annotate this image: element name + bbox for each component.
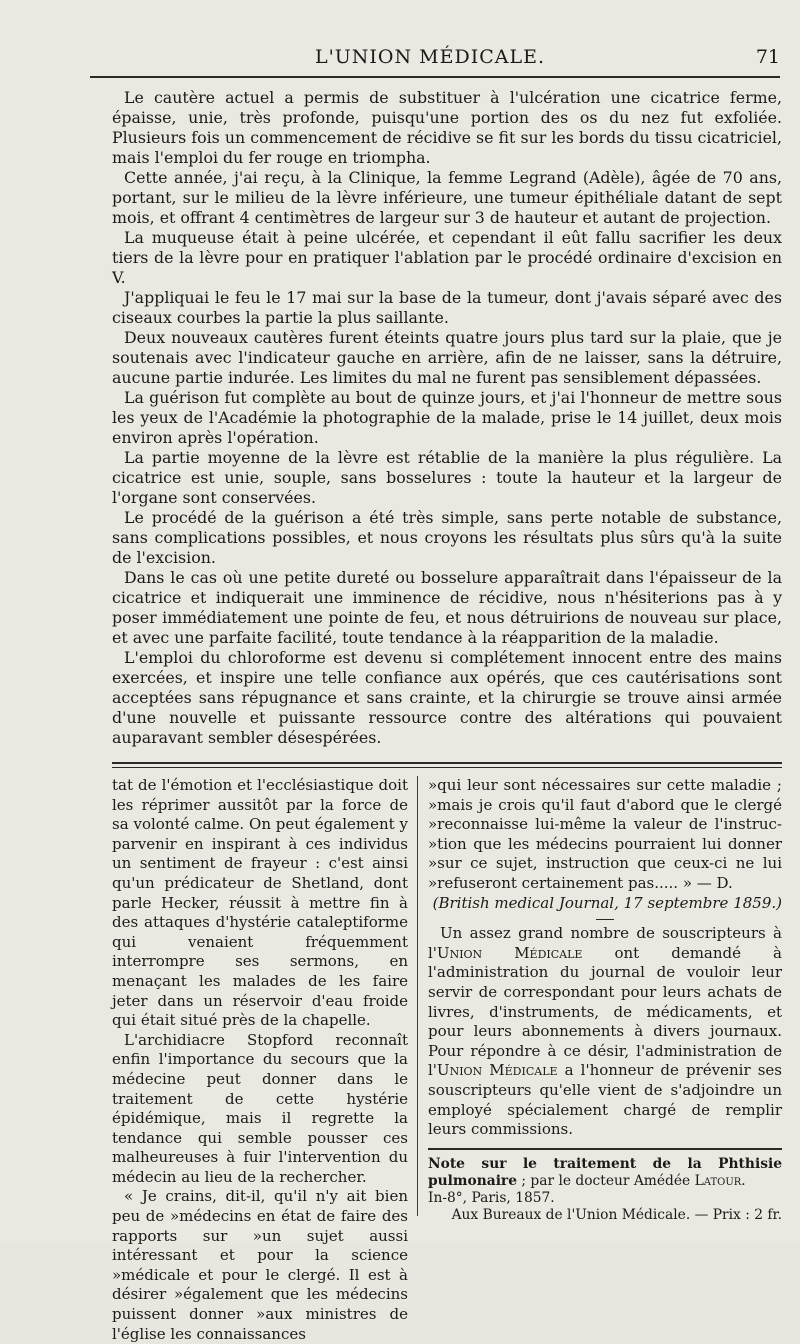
right-column xyxy=(428,776,782,1224)
left-column xyxy=(112,776,408,1344)
paragraph: J'appliquai le feu le 17 mai sur la base de la tumeur, dont j'avais séparé avec des ciseaux courbes la partie la plus saillante. xyxy=(112,288,782,327)
page-header xyxy=(80,42,780,72)
page-number: 71 xyxy=(755,46,780,68)
paragraph: L'emploi du chloroforme est devenu si complétement innocent entre des mains exercées, et inspire une telle confiance aux opérés, que ces cautérisations sont acceptées sans répugnance et sans crainte, et la chirurgie se trouve ainsi armée d'une nouvelle et puissante ressource contre des altérations qui pouvaient auparavant sembler désespérées. xyxy=(112,648,782,747)
main-article xyxy=(112,88,782,748)
ad-sale: Aux Bureaux de l'Union Médicale. — Prix : 2 fr. xyxy=(451,1206,782,1223)
book-advertisement xyxy=(428,1156,782,1224)
ad-title: Note sur le traitement de la Phthisie pulmonaire xyxy=(428,1155,782,1189)
paragraph: La guérison fut complète au bout de quinze jours, et j'ai l'honneur de mettre sous les yeux de l'Académie la photographie de la malade, prise le 14 juillet, deux mois environ après l'opération. xyxy=(112,388,782,447)
ad-author-prefix: ; par le docteur Amédée xyxy=(516,1172,695,1189)
separator xyxy=(596,919,614,920)
paragraph: Deux nouveaux cautères furent éteints quatre jours plus tard sur la plaie, que je soutenais avec l'indicateur gauche en arrière, afin de ne laisser, sans la détruire, aucune partie indurée. Les limites du mal ne furent pas sensiblement dépassées. xyxy=(112,328,782,387)
paragraph: « Je crains, dit-il, qu'il n'y ait bien peu de »médecins en état de faire des rapports sur »un sujet aussi intéressant et pour la science »médicale et pour le clergé. Il est à désirer »également que les médecins puissent donner »aux ministres de l'église les connaissances xyxy=(112,1187,408,1343)
journal-name: Union Médicale xyxy=(436,1061,558,1080)
journal-name: Union Médicale xyxy=(436,943,583,962)
paragraph: La muqueuse était à peine ulcérée, et cependant il eût fallu sacrifier les deux tiers de la lèvre pour en pratiquer l'ablation par le procédé ordinaire d'excision en V. xyxy=(112,228,782,287)
column-divider xyxy=(417,776,418,1216)
paragraph: Le procédé de la guérison a été très simple, sans perte notable de substance, sans complications possibles, et nous croyons les résultats plus sûrs qu'à la suite de l'excision. xyxy=(112,508,782,567)
ad-author: Latour. xyxy=(694,1172,746,1189)
section-rule xyxy=(112,762,782,764)
notice-text: Un assez grand nombre de souscripteurs à l' xyxy=(428,924,782,962)
paragraph: La partie moyenne de la lèvre est rétablie de la manière la plus régulière. La cicatrice est unie, souple, sans bosselures : toute la hauteur et la largeur de l'organe sont conservées. xyxy=(112,448,782,507)
paragraph: L'archidiacre Stopford reconnaît enfin l'importance du secours que la médecine peut donner dans le traitement de cette hystérie épidémique, mais il regrette la tendance qui semble pousser ces malheureuses à fuir l'intervention du médecin au lieu de la rechercher. xyxy=(112,1030,408,1186)
running-title: L'UNION MÉDICALE. xyxy=(314,46,546,68)
source-citation: (British medical Journal, 17 septembre 1859.) xyxy=(432,893,782,912)
quote-continuation: »qui leur sont nécessaires sur cette maladie ; »mais je crois qu'il faut d'abord que le clergé »reconnaisse lui-même la valeur de l'instruc- »tion que les médecins pourraient lui donner »sur ce sujet, instruction que ceux-ci ne lui »refuseront certainement pas..... » — D. xyxy=(428,776,782,892)
notice-paragraph xyxy=(428,924,782,1140)
ad-rule xyxy=(428,1148,782,1150)
paragraph: Dans le cas où une petite dureté ou bosselure apparaîtrait dans l'épaisseur de la cicatrice et indiquerait une imminence de récidive, nous n'hésiterions pas à y poser immédiatement une pointe de feu, et nous détruirions de nouveau sur place, et avec une parfaite facilité, toute tendance à la réapparition de la maladie. xyxy=(112,568,782,647)
ad-format: In-8°, Paris, 1857. xyxy=(428,1189,555,1206)
paragraph: Cette année, j'ai reçu, à la Clinique, la femme Legrand (Adèle), âgée de 70 ans, portant, sur le milieu de la lèvre inférieure, une tumeur épithéliale datant de sept mois, et offrant 4 centimètres de largeur sur 3 de hauteur et autant de projection. xyxy=(112,168,782,227)
header-rule xyxy=(90,76,780,78)
notice-text: ont demandé à l'administration du journal de vouloir leur servir de correspondant pour leurs achats de livres, d'instruments, de médicaments, et pour leurs abonnements à divers journaux. Pour répondre à ce désir, l'administration de l' xyxy=(428,943,782,1080)
paragraph: tat de l'émotion et l'ecclésiastique doit les réprimer aussitôt par la force de sa volonté calme. On peut également y parvenir en inspirant à ces individus un sentiment de frayeur : c'est ainsi qu'un prédicateur de Shetland, dont parle Hecker, réussit à mettre fin à des attaques d'hystérie cataleptiforme qui venaient fréquemment interrompre ses sermons, en menaçant les malades de les faire jeter dans un réservoir d'eau froide qui était situé près de la chapelle. xyxy=(112,776,408,1030)
section-rule-thin xyxy=(112,767,782,768)
paragraph: Le cautère actuel a permis de substituer à l'ulcération une cicatrice ferme, épaisse, unie, très profonde, puisqu'une portion des os du nez fut exfoliée. Plusieurs fois un commencement de récidive se fit sur les bords du tissu cicatriciel, mais l'emploi du fer rouge en triompha. xyxy=(112,88,782,167)
notice-text: a l'honneur de prévenir ses souscripteurs qu'elle vient de s'adjoindre un employé spécialement chargé de remplir leurs commissions. xyxy=(428,1061,782,1139)
